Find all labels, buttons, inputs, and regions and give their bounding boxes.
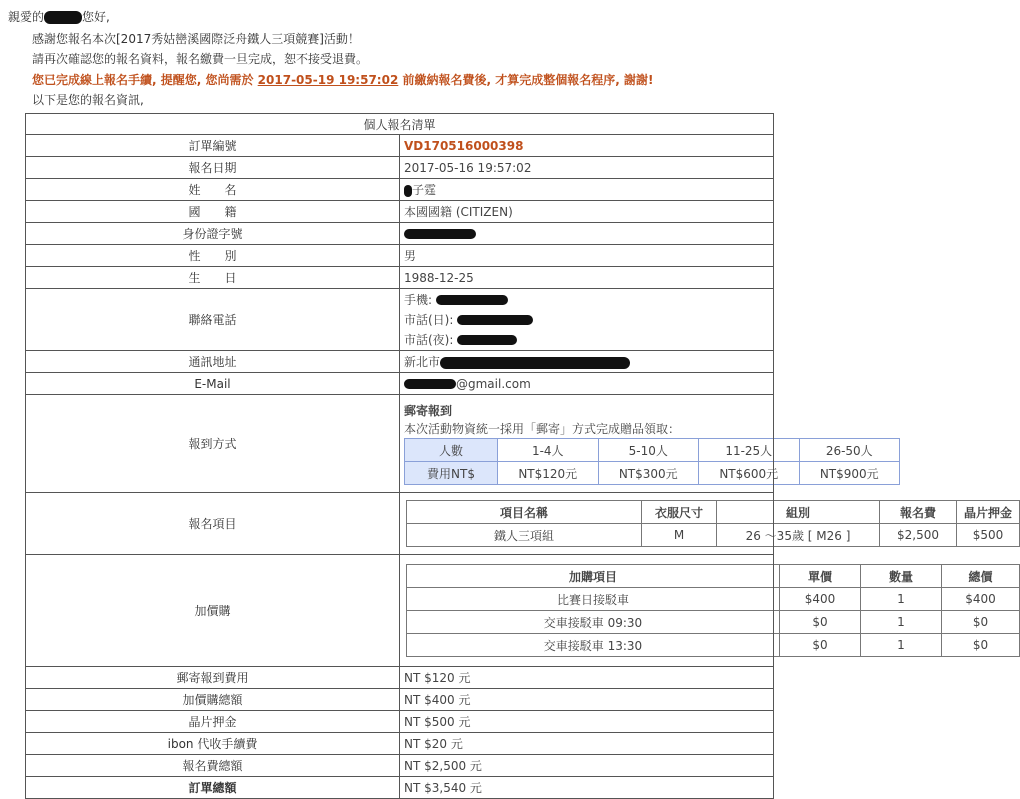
row-order-no: 訂單編號 VD170516000398 (26, 135, 774, 157)
checkin-title: 郵寄報到 (404, 404, 453, 418)
row-id-no: 身份證字號 (26, 223, 774, 245)
table-row: 交車接駁車 13:30 $0 1 $0 (407, 634, 1020, 657)
row-signup-date: 報名日期 2017-05-16 19:57:02 (26, 157, 774, 179)
row-total-chip: 晶片押金 NT $500 元 (26, 711, 774, 733)
redacted-email-user (404, 379, 456, 389)
thanks-line: 感謝您報名本次[2017秀姑巒溪國際泛舟鐵人三項競賽]活動！ (32, 32, 360, 46)
redacted-address (440, 357, 630, 369)
mailing-fee-table: 人數 1-4人 5-10人 11-25人 26-50人 費用NT$ NT$120元 NT$300元 NT$600元 NT$900元 (404, 438, 900, 485)
row-addons: 加價購 加購項目 單價 數量 總價 比賽日接駁車 $400 1 $400 交車接駁車 09:30 $0 1 $0 交車接駁車 13:30 $0 1 $0 (26, 555, 774, 667)
greeting: 親愛的 您好, (8, 10, 110, 24)
addons-table: 加購項目 單價 數量 總價 比賽日接駁車 $400 1 $400 交車接駁車 09:30 $0 1 $0 交車接駁車 13:30 $0 1 $0 (406, 564, 1020, 657)
redacted-mobile (436, 295, 508, 305)
confirm-line: 請再次確認您的報名資料，報名繳費一旦完成，恕不接受退費。 (32, 52, 369, 66)
table-caption: 個人報名清單 (26, 114, 774, 135)
row-total-signup-fee: 報名費總額 NT $2,500 元 (26, 755, 774, 777)
row-phone: 聯絡電話 手機: 市話(日): 市話(夜): (26, 289, 774, 351)
row-order-total: 訂單總額 NT $3,540 元 (26, 777, 774, 799)
items-table: 項目名稱 衣服尺寸 組別 報名費 晶片押金 鐵人三項組 M 26 ～35歲 [ M26 ] $2,500 $500 (406, 500, 1020, 547)
row-total-ibon-fee: ibon 代收手續費 NT $20 元 (26, 733, 774, 755)
row-total-addons: 加價購總額 NT $400 元 (26, 689, 774, 711)
redacted-day-phone (457, 315, 533, 325)
row-checkin: 報到方式 郵寄報到 本次活動物資統一採用「郵寄」方式完成贈品領取： 人數 1-4人 5-10人 11-25人 26-50人 費用NT$ NT$120元 NT$300元 NT$600元 NT$900元 (26, 395, 774, 493)
redacted-id (404, 229, 476, 239)
row-birthday: 生 日 1988-12-25 (26, 267, 774, 289)
row-gender: 性 別 男 (26, 245, 774, 267)
row-address: 通訊地址 新北市 (26, 351, 774, 373)
payment-deadline: 2017-05-19 19:57:02 (257, 73, 399, 87)
row-total-mailing: 郵寄報到費用 NT $120 元 (26, 667, 774, 689)
redacted-name (44, 11, 82, 24)
redacted-surname (404, 185, 412, 197)
row-name: 姓 名 子霆 (26, 179, 774, 201)
row-nationality: 國 籍 本國國籍 (CITIZEN) (26, 201, 774, 223)
row-email: E-Mail @gmail.com (26, 373, 774, 395)
table-row: 鐵人三項組 M 26 ～35歲 [ M26 ] $2,500 $500 (407, 524, 1020, 547)
checkin-desc: 本次活動物資統一採用「郵寄」方式完成贈品領取： (404, 422, 681, 436)
table-row: 比賽日接駁車 $400 1 $400 (407, 588, 1020, 611)
registration-table (25, 113, 1012, 799)
table-row: 交車接駁車 09:30 $0 1 $0 (407, 611, 1020, 634)
order-number: VD170516000398 (404, 138, 524, 153)
redacted-night-phone (457, 335, 517, 345)
payment-reminder: 您已完成線上報名手續, 提醒您, 您尚需於 2017-05-19 19:57:02 前繳納報名費後, 才算完成整個報名程序, 謝謝! (32, 73, 654, 87)
row-items: 報名項目 項目名稱 衣服尺寸 組別 報名費 晶片押金 鐵人三項組 M 26 ～35歲 [ M26 ] $2,500 $500 (26, 493, 774, 555)
info-line: 以下是您的報名資訊, (32, 93, 144, 107)
